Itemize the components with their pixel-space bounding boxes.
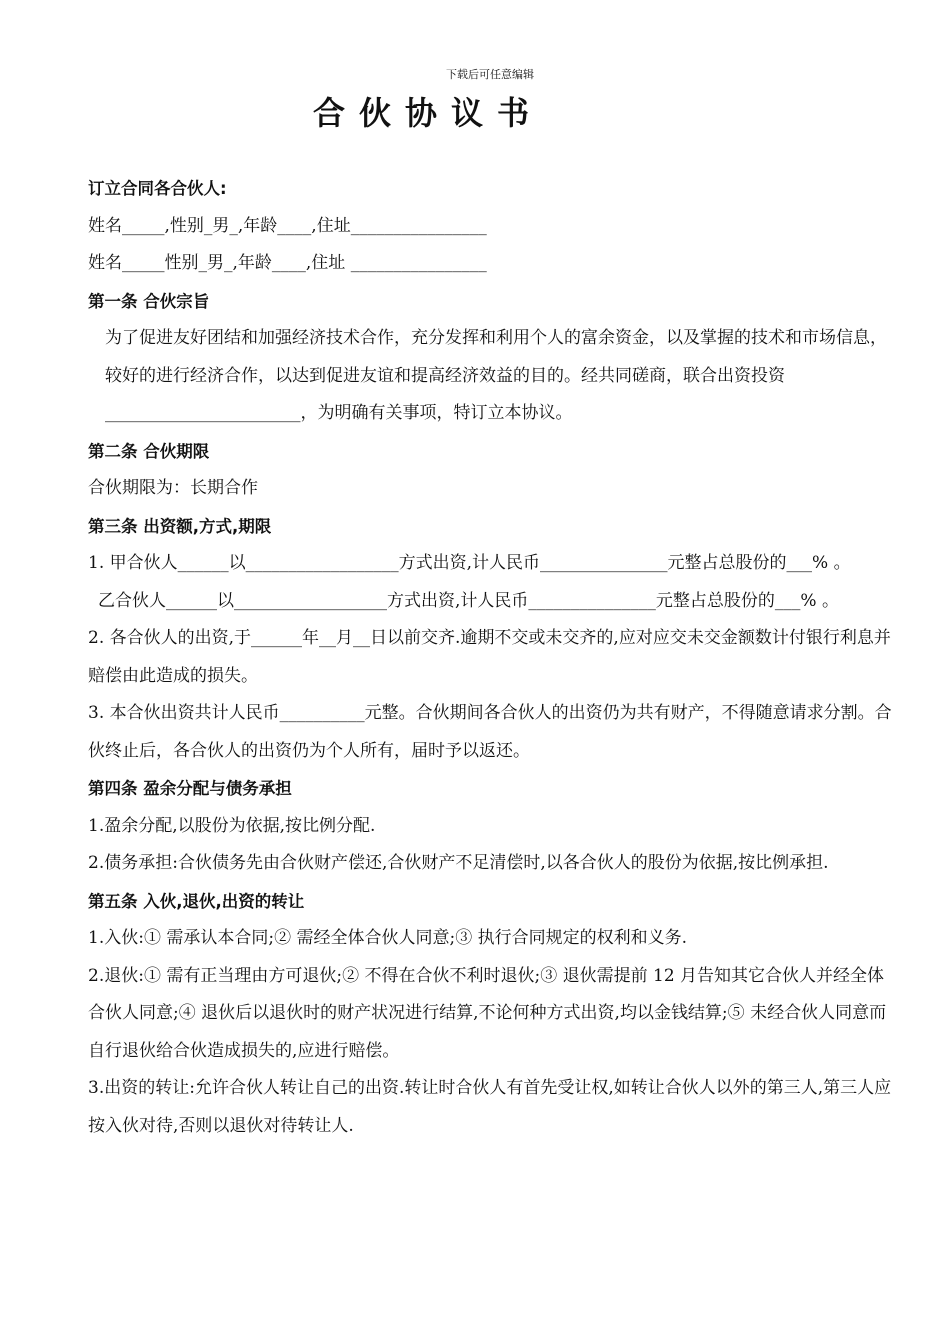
article-1-text: 为了促进友好团结和加强经济技术合作，充分发挥和利用个人的富余资金，以及掌握的技术和市场信息，较好的进行经济合作，以达到促进友谊和提高经济效益的目的。经共同磋商，联合出资投资_______________________，为明确有关事项，特订立本协议。 [105,328,887,423]
header-note: 下载后可任意编辑 [446,68,534,81]
parties-heading: 订立合同各合伙人: [88,179,227,198]
party-1-info: 姓名_____,性别_男_,年龄____,住址________________ [88,215,487,236]
article-4-item-1: 1.盈余分配,以股份为依据,按比例分配. [88,815,376,836]
article-4-heading: 第四条 盈余分配与债务承担 [88,779,292,798]
article-5-item-3: 3.出资的转让:允许合伙人转让自己的出资.转让时合伙人有首先受让权,如转让合伙人以外的第三人,第三人应按入伙对待,否则以退伙对待转让人. [88,1078,892,1136]
article-3-item-1b: 乙合伙人______以__________________方式出资,计人民币_______________元整占总股份的___% 。 [98,590,839,611]
article-3-item-3: 3. 本合伙出资共计人民币__________元整。合伙期间各合伙人的出资仍为共有财产，不得随意请求分割。合伙终止后，各合伙人的出资仍为个人所有，届时予以返还。 [88,703,892,761]
document-body [88,170,894,1145]
article-2-heading: 第二条 合伙期限 [88,441,210,461]
article-3-item-1a: 1. 甲合伙人______以__________________方式出资,计人民币_______________元整占总股份的___% 。 [88,553,851,573]
party-2-info: 姓名_____性别_男_,年龄____,住址 ________________ [88,253,487,273]
document-title: 合伙协议书 [312,94,543,132]
article-4-item-2: 2.债务承担:合伙债务先由合伙财产偿还,合伙财产不足清偿时,以各合伙人的股份为依据,按比例承担. [88,853,829,873]
article-2-text: 合伙期限为：长期合作 [88,478,258,498]
article-3-item-2: 2. 各合伙人的出资,于______年__月__日以前交齐.逾期不交或未交齐的,应对应交未交金额数计付银行利息并赔偿由此造成的损失。 [88,628,891,686]
article-5-item-1: 1.入伙:① 需承认本合同;② 需经全体合伙人同意;③ 执行合同规定的权利和义务. [88,928,688,948]
article-5-item-2: 2.退伙:① 需有正当理由方可退伙;② 不得在合伙不利时退伙;③ 退伙需提前 12 月告知其它合伙人并经全体合伙人同意;④ 退伙后以退伙时的财产状况进行结算,不论何种方式出资,均以金钱结算;⑤ 未经合伙人同意而自行退伙给合伙造成损失的,应进行赔偿。 [88,965,887,1061]
article-1-heading: 第一条 合伙宗旨 [88,291,210,311]
article-5-heading: 第五条 入伙,退伙,出资的转让 [88,891,305,911]
article-3-heading: 第三条 出资额,方式,期限 [88,516,272,536]
